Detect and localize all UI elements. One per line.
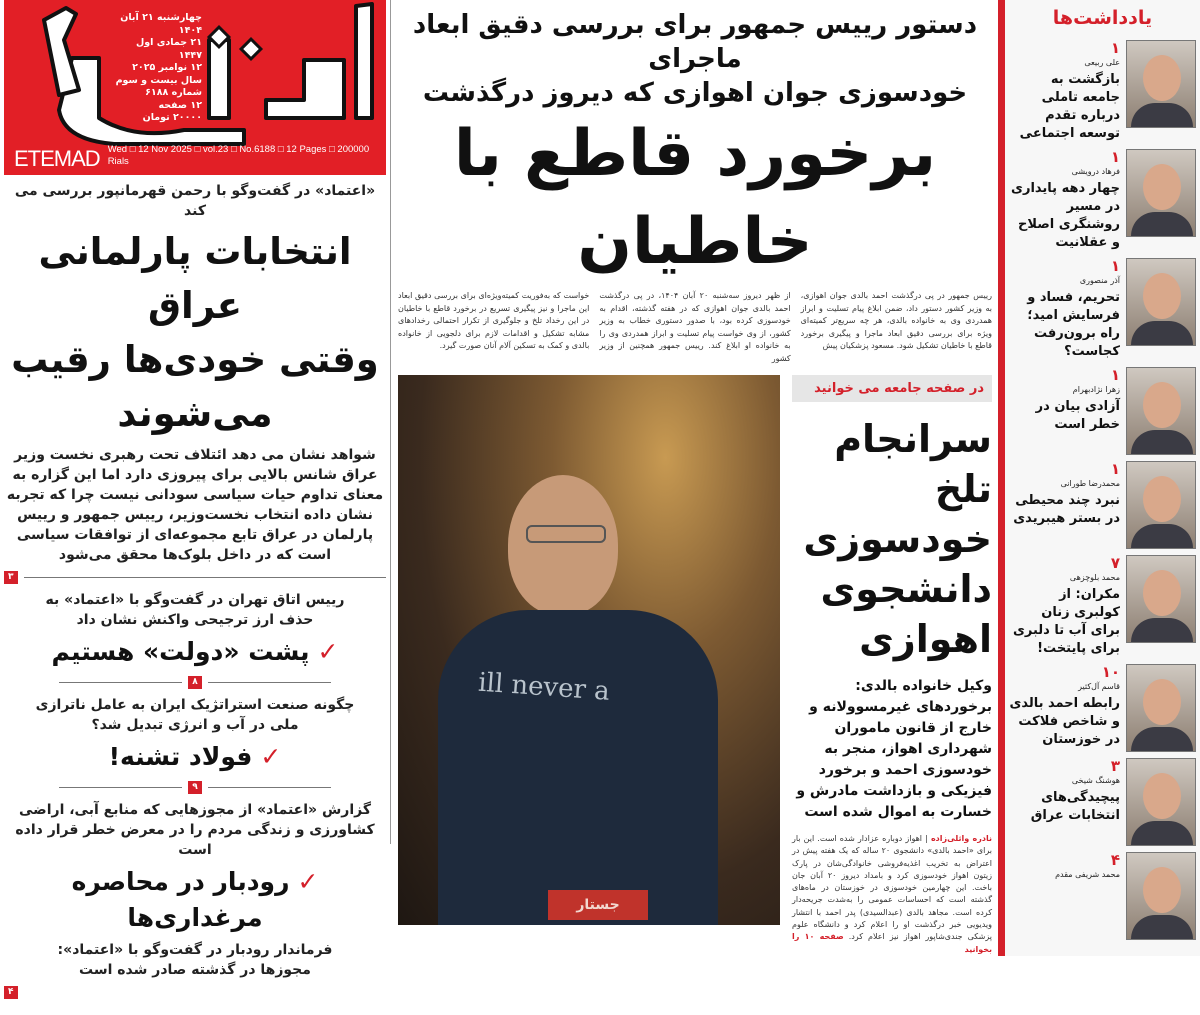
check-icon: ✓	[317, 637, 339, 666]
page-number[interactable]: ۳	[4, 571, 18, 584]
note-item[interactable]	[1009, 758, 1196, 846]
note-author: علی ربیعی	[1084, 58, 1120, 67]
issue-number: شماره ۶۱۸۸	[145, 87, 202, 98]
side-headline-line: اهوازی	[859, 617, 992, 661]
article-columns	[398, 290, 992, 365]
lead-headline	[4, 225, 386, 441]
note-text	[1009, 664, 1120, 749]
note-item[interactable]	[1009, 852, 1196, 940]
date-gregorian: ۱۲ نوامبر ۲۰۲۵	[132, 62, 202, 73]
note-title[interactable]: پیچیدگی‌های انتخابات عراق	[1030, 790, 1120, 823]
divider	[208, 787, 331, 788]
side-body: نادره واثلی‌زاده | اهواز دوباره عزادار شده است. این بار برای «احمد بالدی» دانشجوی ۲۰ ساله که یک هفته پیش در اعتراض به تخریب اغذیه‌فروشی خانوادگی‌شان در پارک زیتون اهواز خودسوزی کرد و بامداد دیروز ۲۰ آبان جان باخت. این چهارمین خودسوزی در خوزستان در ماه‌های گذشته است که احساسات عمومی را به‌شدت جریحه‌دار کرده است. مجاهد بالدی (عبدالسیدی) پدر احمد با انتشار ویدیویی خبر درگذشت او را اعلام کرد و دانشگاه علوم پزشکی جندی‌شاپور اهواز نیز اعلام کرد. صفحه ۱۰ را بخوانید	[792, 834, 993, 954]
notes-list	[1009, 40, 1196, 940]
author-shoulders	[1131, 524, 1193, 548]
author-face	[1143, 55, 1181, 101]
author-photo	[1126, 758, 1196, 846]
divider	[208, 682, 331, 683]
author-face	[1143, 476, 1181, 522]
side-headline-line: سرانجام تلخ	[834, 417, 992, 511]
side-headline[interactable]	[792, 414, 992, 664]
note-item[interactable]	[1009, 258, 1196, 361]
note-author: محمد شریفی مقدم	[1055, 870, 1120, 879]
note-page: ۱	[1110, 460, 1120, 478]
person-shirt	[438, 610, 718, 925]
author-face	[1143, 679, 1181, 725]
author-photo	[1126, 461, 1196, 549]
author-shoulders	[1131, 618, 1193, 642]
story-headline[interactable]	[4, 739, 386, 775]
author-photo	[1126, 852, 1196, 940]
page-count: ۱۲ صفحه	[158, 99, 202, 111]
main-kicker-line: دستور رییس جمهور برای بررسی دقیق ابعاد ماجرای	[412, 10, 978, 74]
note-author: هوشنگ شیخی	[1071, 776, 1120, 785]
note-page: ۱	[1110, 366, 1120, 384]
main-kicker	[398, 8, 992, 110]
side-headline-line: خودسوزی	[803, 517, 992, 561]
note-page: ۷	[1110, 554, 1120, 572]
note-page: ۱۰	[1101, 663, 1120, 681]
author-photo	[1126, 664, 1196, 752]
side-story	[792, 375, 992, 956]
note-title[interactable]: آزادی بیان در خطر است	[1035, 399, 1120, 432]
story-headline[interactable]	[4, 634, 386, 670]
note-title[interactable]: مکران: از کولبری زنان برای آب تا دلبری برای پایتخت!	[1012, 587, 1120, 656]
note-title[interactable]: نبرد چند محیطی در بستر هیبریدی	[1013, 493, 1120, 526]
lead-footer	[4, 571, 386, 584]
author-face	[1143, 164, 1181, 210]
author-photo	[1126, 149, 1196, 237]
lead-body: شواهد نشان می دهد ائتلاف تحت رهبری نخست وزیر عراق شانس بالایی برای پیروزی دارد اما این گزاره به معنای تداوم حیات سیاسی سودانی نیست چرا که تجربه نشان داده انتخاب نخست‌وزیر، رییس جمهور و رییس پارلمان در عراق تابع مجموعه‌ای از توافقات سیاسی است که در داخل بلوک‌ها محقق می‌شود	[6, 447, 384, 563]
note-author: محمد بلوچزهی	[1069, 573, 1120, 582]
lead-kicker: «اعتماد» در گفت‌وگو با رحمن قهرمانپور بررسی می کند	[14, 183, 376, 219]
date-persian: چهارشنبه ۲۱ آبان ۱۴۰۴	[120, 12, 202, 36]
price: ۲۰۰۰۰ تومان	[142, 112, 202, 123]
note-page: ۳	[1110, 757, 1120, 775]
masthead	[4, 0, 386, 175]
lead-headline-line[interactable]: انتخابات پارلمانی عراق	[38, 230, 352, 327]
note-author: آذر منصوری	[1079, 276, 1120, 285]
note-title[interactable]: تحریم، فساد و فرسایش امید؛ راه برون‌رفت کجاست؟	[1027, 290, 1120, 359]
shirt-text: ill never a	[477, 667, 611, 707]
story-headline[interactable]	[4, 864, 386, 936]
main-headline[interactable]: برخورد قاطع با خاطیان	[453, 117, 937, 279]
author-face	[1143, 773, 1181, 819]
story-sub: فرماندار رودبار در گفت‌وگو با «اعتماد»: مجوزها در گذشته صادر شده است	[57, 942, 333, 978]
author-photo	[1126, 555, 1196, 643]
story-kicker: چگونه صنعت استراتژیک ایران به عامل ناترازی ملی در آب و انرژی تبدیل شد؟	[35, 697, 355, 733]
author-face	[1143, 570, 1181, 616]
continue-link[interactable]: صفحه ۱۰ را بخوانید	[792, 932, 992, 954]
main-photo	[398, 375, 780, 925]
notes-title: یادداشت‌ها	[1052, 7, 1153, 29]
note-title[interactable]: چهار دهه پایداری در مسیر روشنگری اصلاح و عقلانیت	[1011, 181, 1120, 250]
volume: سال بیست و سوم	[115, 74, 202, 86]
story-kicker: رییس اتاق تهران در گفت‌وگو با «اعتماد» به حذف ارز ترجیحی واکنش نشان داد	[45, 592, 345, 628]
author-face	[1143, 867, 1181, 913]
author-shoulders	[1131, 821, 1193, 845]
masthead-footer	[14, 144, 382, 171]
note-item[interactable]	[1009, 367, 1196, 455]
note-item[interactable]	[1009, 461, 1196, 549]
divider	[24, 577, 387, 578]
author-photo	[1126, 40, 1196, 128]
left-column	[0, 0, 390, 1015]
author-shoulders	[1131, 321, 1193, 345]
note-text	[1009, 852, 1120, 883]
author-shoulders	[1131, 212, 1193, 236]
story-divider	[4, 781, 386, 794]
note-page: ۱	[1110, 257, 1120, 275]
notes-column	[998, 0, 1200, 956]
story-divider	[4, 676, 386, 689]
article-column: از ظهر دیروز سه‌شنبه ۲۰ آبان ۱۴۰۴، در پی درگذشت احمد بالدی جوان اهوازی که در هفته گذشته، اقدام به خودسوزی کرده بود، با صدور دستوری خطاب به وزیر کشور، از وی خواست پیام تسلیت و ابراز همدردی وی را به خانواده او ابلاغ کند. رییس جمهور همچنین از وزیر کشور	[599, 291, 791, 363]
story-headline-text[interactable]: فولاد تشنه!	[108, 742, 253, 771]
photo-credit: جستار	[548, 890, 648, 920]
byline: نادره واثلی‌زاده	[930, 834, 993, 843]
author-shoulders	[1131, 430, 1193, 454]
check-icon: ✓	[297, 867, 319, 896]
note-text	[1009, 758, 1120, 825]
side-headline-line: دانشجوی	[820, 567, 992, 611]
story-headline-text[interactable]: پشت «دولت» هستیم	[51, 637, 310, 666]
divider	[59, 682, 182, 683]
note-page: ۴	[1110, 851, 1120, 869]
note-text	[1009, 555, 1120, 658]
note-title[interactable]: رابطه احمد بالدی و شاخص فلاکت در خوزستان	[1009, 696, 1120, 747]
page-number[interactable]: ۸	[188, 676, 202, 689]
column-divider	[390, 0, 391, 844]
note-text	[1009, 149, 1120, 252]
person-head	[508, 475, 618, 615]
note-text	[1009, 258, 1120, 361]
note-title[interactable]: بازگشت به جامعه تاملی درباره تقدم توسعه اجتماعی	[1019, 72, 1120, 141]
note-author: فرهاد درویشی	[1071, 167, 1120, 176]
author-photo	[1126, 258, 1196, 346]
note-author: قاسم آل‌کثیر	[1078, 682, 1120, 691]
author-face	[1143, 273, 1181, 319]
note-item[interactable]	[1009, 40, 1196, 143]
lead-headline-line[interactable]: وقتی خودی‌ها رقیب می‌شوند	[11, 338, 379, 435]
issue-line-english: Wed □ 12 Nov 2025 □ vol.23 □ No.6188 □ 12 Pages □ 200000 Rials	[107, 144, 370, 167]
date-hijri: ۲۱ جمادی اول ۱۴۴۷	[136, 37, 202, 61]
note-author: زهرا نژادبهرام	[1072, 385, 1120, 394]
author-face	[1143, 382, 1181, 428]
page-number[interactable]: ۴	[4, 986, 18, 999]
note-item[interactable]	[1009, 555, 1196, 658]
author-shoulders	[1131, 103, 1193, 127]
main-kicker-line: خودسوزی جوان اهوازی که دیروز درگذشت	[422, 78, 968, 108]
note-text	[1009, 461, 1120, 528]
author-shoulders	[1131, 727, 1193, 751]
article-column: رییس جمهور در پی درگذشت احمد بالدی جوان اهوازی، به وزیر کشور دستور داد، ضمن ابلاغ پیام تسلیت و ابراز همدردی وی به خانواده بالدی، هر چه سریع‌تر کمیته‌ای ویژه برای بررسی دقیق ابعاد ماجرا و پیگیری برخورد قاطع با خاطیان تشکیل شود. مسعود پزشکیان پیش	[800, 291, 992, 350]
article-column: خواست که به‌فوریت کمیته‌ویژه‌ای برای بررسی دقیق ابعاد این ماجرا و نیز پیگیری تسریع در برخورد قاطع با خاطیان در این رخداد تلخ و جلوگیری از تکرار احتمالی رخدادهای مشابه تشکیل و اقدامات لازم برای دلجویی از خانواده بالدی و کمک به تسکین آلام آنان صورت گیرد.	[398, 291, 590, 350]
center-column	[398, 0, 992, 956]
note-item[interactable]	[1009, 664, 1196, 752]
note-page: ۱	[1110, 39, 1120, 57]
page-number[interactable]: ۹	[188, 781, 202, 794]
issue-info	[112, 12, 202, 125]
note-item[interactable]	[1009, 149, 1196, 252]
author-shoulders	[1131, 915, 1193, 939]
author-photo	[1126, 367, 1196, 455]
glasses-icon	[526, 525, 606, 543]
story-footer	[4, 986, 386, 999]
check-icon: ✓	[260, 742, 282, 771]
note-author: محمدرضا طورانی	[1060, 479, 1120, 488]
side-subhead: وکیل خانواده بالدی: برخوردهای غیرمسوولانه و خارج از قانون ماموران شهرداری اهواز، منجر به خودسوزی احمد و برخورد فیزیکی و بازداشت مادرش و خسارت به اموال شده است	[796, 678, 992, 820]
story-kicker: گزارش «اعتماد» از مجوزهایی که منابع آبی، اراضی کشاورزی و زندگی مردم را در معرض خطر قرار داده است	[15, 802, 375, 858]
side-body-text: اهواز دوباره عزادار شده است. این بار برای «احمد بالدی» دانشجوی ۲۰ ساله که یک هفته پیش در اعتراض به تخریب اغذیه‌فروشی خانوادگی‌شان در پارک زیتون اهواز خودسوزی کرد و بامداد دیروز ۲۰ آبان جان باخت. این چهارمین خودسوزی در خوزستان در ماه‌های گذشته است که احساسات عمومی را به‌شدت جریحه‌دار کرده است. مجاهد بالدی (عبدالسیدی) پدر احمد با انتشار ویدیویی خبر درگذشت او را اعلام کرد و دانشگاه علوم پزشکی جندی‌شاپور اهواز نیز اعلام کرد.	[792, 834, 993, 942]
note-page: ۱	[1110, 148, 1120, 166]
lower-section	[398, 375, 992, 956]
name-english: ETEMAD	[14, 146, 100, 171]
section-banner[interactable]: در صفحه جامعه می خوانید	[792, 375, 992, 402]
note-text	[1009, 40, 1120, 143]
story-headline-text[interactable]: رودبار در محاصره مرغداری‌ها	[71, 867, 290, 932]
note-text	[1009, 367, 1120, 434]
divider	[59, 787, 182, 788]
